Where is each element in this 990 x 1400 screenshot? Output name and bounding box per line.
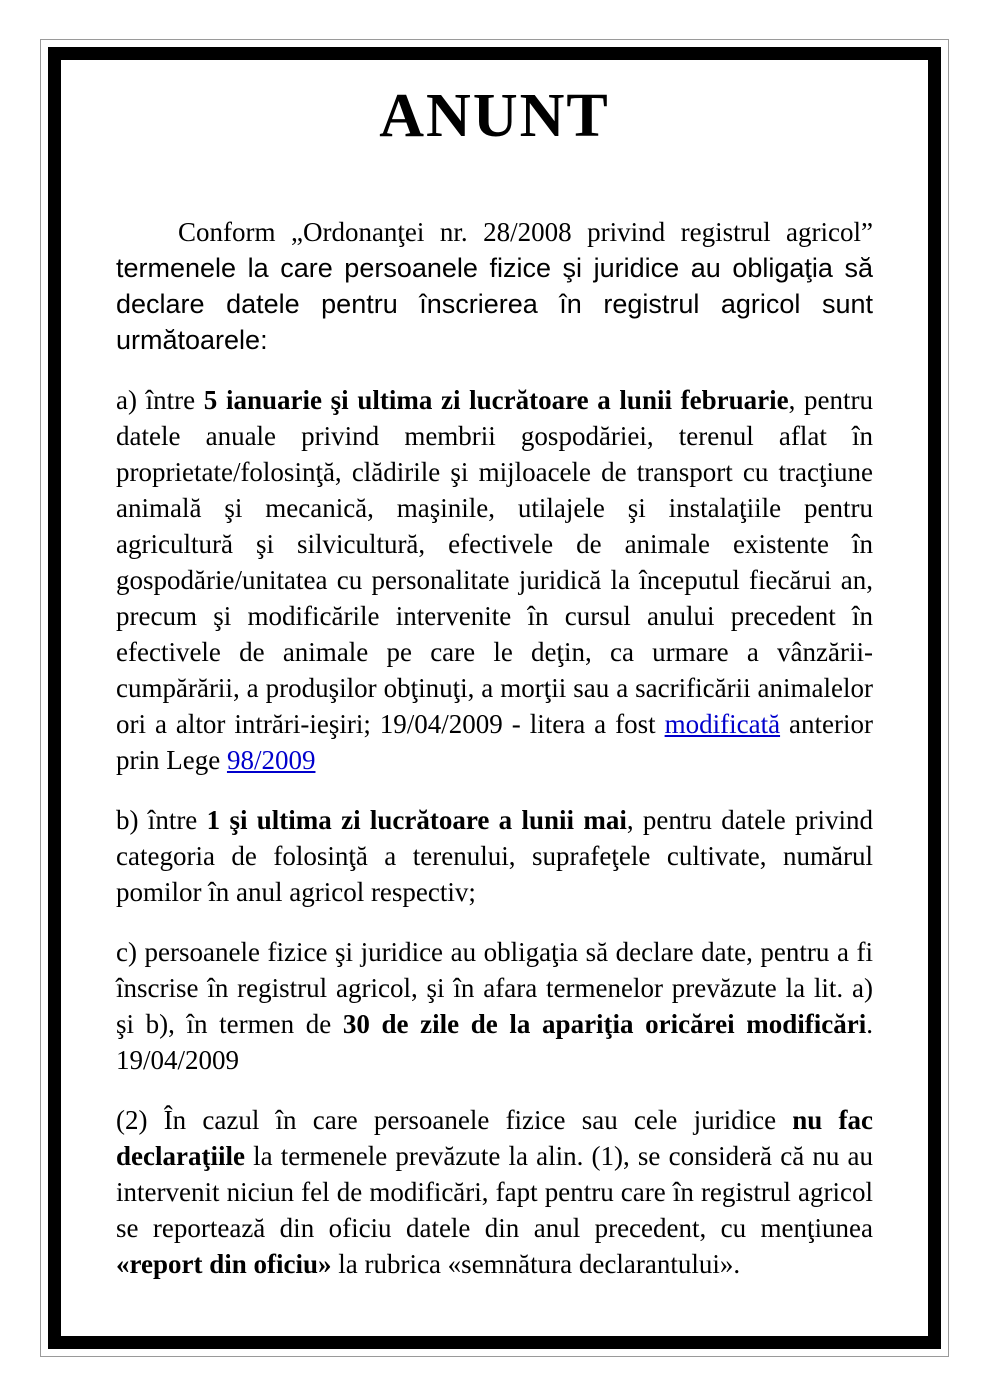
text-segment: , pentru datele anuale privind membrii gospodăriei, terenul aflat în proprietate/folosinţă, clădirile şi mijloacele de transport cu tracţiune animală şi mecanică, maşinile, utilajele şi instalaţiile pentru agricultură şi silvicultură, efectivele de animale existente în gospodărie/unitatea cu personalitate juridică la începutul fiecărui an, precum şi modificările intervenite în cursul anului precedent în efectivele de animale pe care le deţin, ca urmare a vânzării-cumpărării, a produşilor obţinuţi, a morţii sau a sacrificării animalelor ori a altor intrări-ieşiri; 19/04/2009 - litera a fost bbox=[116, 385, 874, 739]
black-frame-border bbox=[48, 47, 941, 1349]
text-segment: . 19/04/2009 bbox=[116, 1009, 873, 1075]
link-98-2009[interactable]: 98/2009 bbox=[226, 745, 316, 775]
text-segment: termenele la care persoanele fizice şi juridice au obligaţia să declare datele pentru înscrierea în registrul agricol sunt următoarele: bbox=[116, 253, 873, 355]
text-segment: Conform „Ordonanţei nr. 28/2008 privind registrul agricol” bbox=[178, 217, 873, 247]
text-segment: nu fac declaraţiile bbox=[116, 1105, 873, 1171]
text-segment: la rubrica «semnătura declarantului». bbox=[331, 1249, 741, 1279]
paragraphs-container bbox=[116, 214, 873, 1282]
paragraph-intro bbox=[116, 214, 873, 358]
text-segment: anterior prin Lege bbox=[116, 709, 873, 775]
text-segment: b) între bbox=[116, 805, 207, 835]
outer-thin-border bbox=[40, 39, 949, 1357]
text-segment: «report din oficiu» bbox=[116, 1249, 332, 1279]
text-segment: a) între bbox=[116, 385, 204, 415]
text-segment: (2) În cazul în care persoanele fizice sau cele juridice bbox=[116, 1105, 793, 1135]
paragraph-c bbox=[116, 934, 873, 1078]
paragraph-a bbox=[116, 382, 873, 778]
text-segment: c) persoanele fizice şi juridice au obligaţia să declare date, pentru a fi înscrise în registrul agricol, şi în afara termenelor prevăzute la lit. a) şi b), în termen de bbox=[116, 937, 873, 1039]
text-segment: 30 de zile de la apariţia oricărei modificări bbox=[342, 1009, 867, 1039]
text-segment: , pentru datele privind categoria de folosinţă a terenului, suprafeţele cultivate, numărul pomilor în anul agricol respectiv; bbox=[116, 805, 873, 907]
text-segment: la termenele prevăzute la alin. (1), se consideră că nu au intervenit niciun fel de modificări, fapt pentru care în registrul agricol se reportează din oficiu datele din anul precedent, cu menţiunea bbox=[116, 1141, 873, 1243]
text-segment: 5 ianuarie şi ultima zi lucrătoare a lunii februarie bbox=[203, 385, 789, 415]
page-title: ANUNT bbox=[379, 82, 610, 150]
text-segment: 1 şi ultima zi lucrătoare a lunii mai bbox=[206, 805, 627, 835]
paragraph-b bbox=[116, 802, 873, 910]
link-modificata[interactable]: modificată bbox=[664, 709, 781, 739]
document-content bbox=[61, 60, 928, 1336]
paragraph-2 bbox=[116, 1102, 873, 1282]
